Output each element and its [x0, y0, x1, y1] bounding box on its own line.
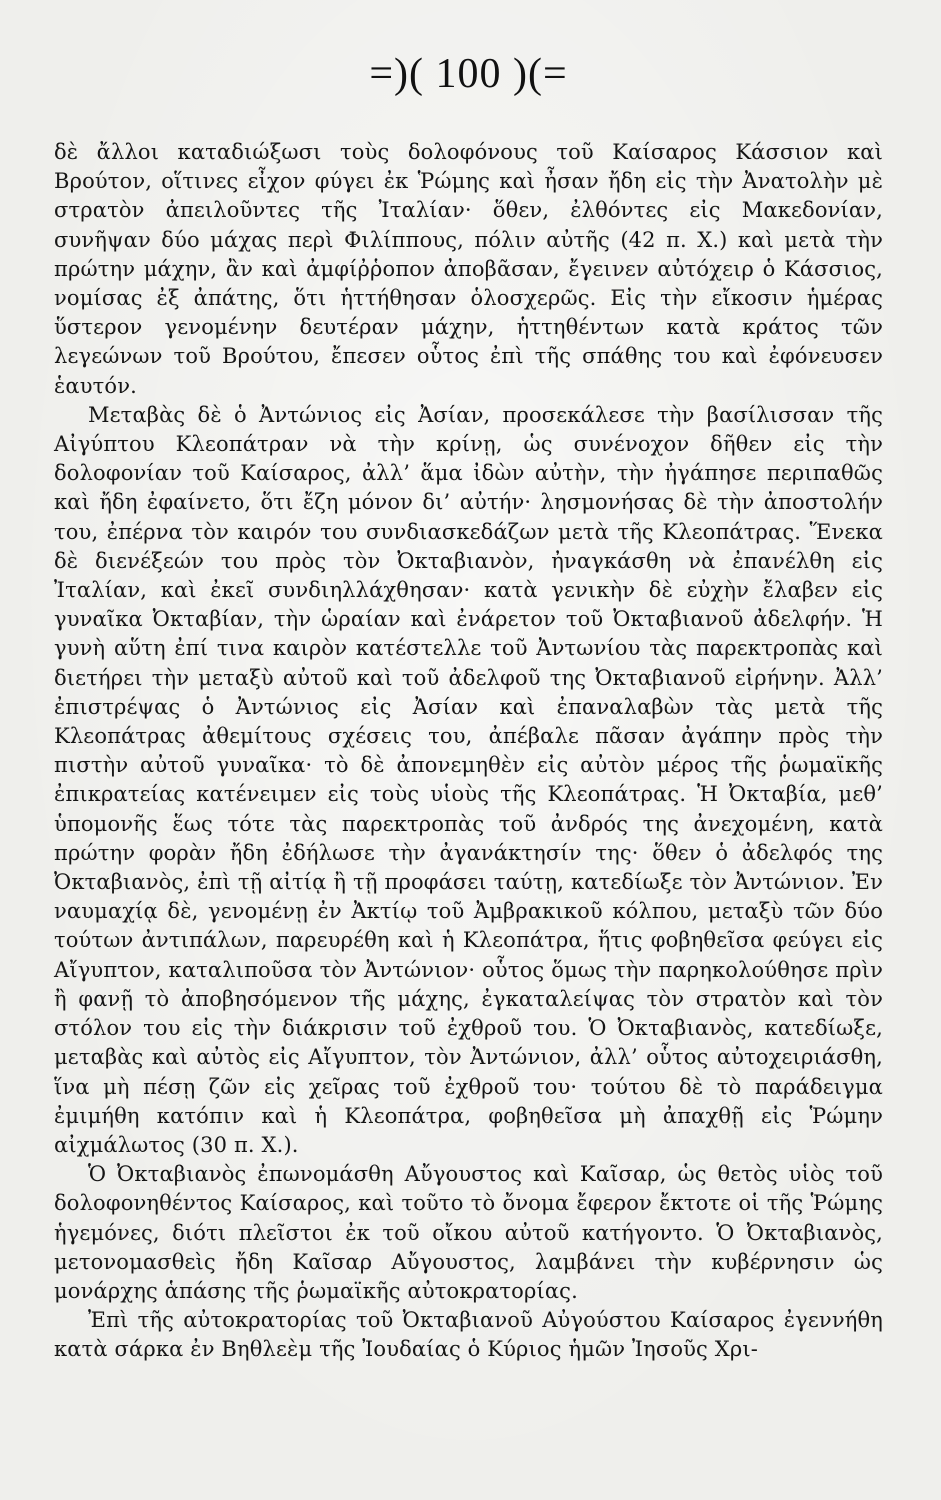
paragraph-2: Μεταβὰς δὲ ὁ Ἀντώνιος εἰς Ἀσίαν, προσεκάλεσε τὴν βασίλισσαν τῆς Αἰγύπτου Κλεοπάτραν νὰ τὴν κρίνῃ, ὡς συνένοχον δῆθεν εἰς τὴν δολοφονίαν τοῦ Καίσαρος, ἀλλ’ ἅμα ἰδὼν αὐτὴν, τὴν ἠγάπησε περιπαθῶς καὶ ἤδη ἐφαίνετο, ὅτι ἔζη μόνον δι’ αὐτήν· λησμονήσας δὲ τὴν ἀποστολήν του, ἐπέρνα τὸν καιρόν του συνδιασκεδάζων μετὰ τῆς Κλεοπάτρας. Ἕνεκα δὲ διενέξεών του πρὸς τὸν Ὀκταβιανὸν, ἠναγκάσθη νὰ ἐπανέλθη εἰς Ἰταλίαν, καὶ ἐκεῖ συνδιηλλάχθησαν· κατὰ γενικὴν δὲ εὐχὴν ἔλαβεν εἰς γυναῖκα Ὀκταβίαν, τὴν ὡραίαν καὶ ἐνάρετον τοῦ Ὀκταβιανοῦ ἀδελφήν. Ἡ γυνὴ αὕτη ἐπί τινα καιρὸν κατέστελλε τοῦ Ἀντωνίου τὰς παρεκτροπὰς καὶ διετήρει τὴν μεταξὺ αὐτοῦ καὶ τοῦ ἀδελφοῦ της Ὀκταβιανοῦ εἰρήνην. Ἀλλ’ ἐπιστρέψας ὁ Ἀντώνιος εἰς Ἀσίαν καὶ ἐπαναλαβὼν τὰς μετὰ τῆς Κλεοπάτρας ἀθεμίτους σχέσεις του, ἀπέβαλε πᾶσαν ἀγάπην πρὸς τὴν πιστὴν αὐτοῦ γυναῖκα· τὸ δὲ ἀπονεμηθὲν εἰς αὐτὸν μέρος τῆς ῥωμαϊκῆς ἐπικρατείας κατένειμεν εἰς τοὺς υἱοὺς τῆς Κλεοπάτρας. Ἡ Ὀκταβία, μεθ’ ὑπομονῆς ἕως τότε τὰς παρεκτροπὰς τοῦ ἀνδρός της ἀνεχομένη, κατὰ πρώτην φορὰν ἤδη ἐδήλωσε τὴν ἀγανάκτησίν της· ὅθεν ὁ ἀδελφός της Ὀκταβιανὸς, ἐπὶ τῇ αἰτίᾳ ἢ τῇ προφάσει ταύτῃ, κατεδίωξε τὸν Ἀντώνιον. Ἐν ναυμαχίᾳ δὲ, γενομένῃ ἐν Ἀκτίῳ τοῦ Ἀμβρακικοῦ κόλπου, μεταξὺ τῶν δύο τούτων ἀντιπάλων, παρευρέθη καὶ ἡ Κλεοπάτρα, ἥτις φοβηθεῖσα φεύγει εἰς Αἴγυπτον, καταλιποῦσα τὸν Ἀντώνιον· οὗτος ὅμως τὴν παρηκολούθησε πρὶν ἢ φανῇ τὸ ἀποβησόμενον τῆς μάχης, ἐγκαταλείψας τὸν στρατὸν καὶ τὸν στόλον του εἰς τὴν διάκρισιν τοῦ ἐχθροῦ του. Ὁ Ὀκταβιανὸς, κατεδίωξε, μεταβὰς καὶ αὐτὸς εἰς Αἴγυπτον, τὸν Ἀντώνιον, ἀλλ’ οὗτος αὐτοχειριάσθη, ἵνα μὴ πέσῃ ζῶν εἰς χεῖρας τοῦ ἐχθροῦ του· τούτου δὲ τὸ παράδειγμα ἐμιμήθη κατόπιν καὶ ἡ Κλεοπάτρα, φοβηθεῖσα μὴ ἀπαχθῇ εἰς Ῥώμην αἰχμάλωτος (30 π. Χ.). — [54, 402, 883, 1157]
paragraph-3: Ὁ Ὀκταβιανὸς ἐπωνομάσθη Αὔγουστος καὶ Καῖσαρ, ὡς θετὸς υἱὸς τοῦ δολοφονηθέντος Καίσαρος, καὶ τοῦτο τὸ ὄνομα ἔφερον ἔκτοτε οἱ τῆς Ῥώμης ἡγεμόνες, διότι πλεῖστοι ἐκ τοῦ οἴκου αὐτοῦ κατήγοντο. Ὁ Ὀκταβιανὸς, μετονομασθεὶς ἤδη Καῖσαρ Αὔγουστος, λαμβάνει τὴν κυβέρνησιν ὡς μονάρχης ἁπάσης τῆς ῥωμαϊκῆς αὐτοκρατορίας. — [54, 1162, 883, 1303]
paragraph-1: δὲ ἄλλοι καταδιώξωσι τοὺς δολοφόνους τοῦ Καίσαρος Κάσσιον καὶ Βρούτον, οἵτινες εἶχον φύγει ἐκ Ῥώμης καὶ ἦσαν ἤδη εἰς τὴν Ἀνατολὴν μὲ στρατὸν ἀπειλοῦντες τῆς Ἰταλίαν· ὅθεν, ἐλθόντες εἰς Μακεδονίαν, συνῆψαν δύο μάχας περὶ Φιλίππους, πόλιν αὐτῆς (42 π. Χ.) καὶ μετὰ τὴν πρώτην μάχην, ἂν καὶ ἀμφίῤῥοπον ἀποβᾶσαν, ἔγεινεν αὐτόχειρ ὁ Κάσσιος, νομίσας ἐξ ἀπάτης, ὅτι ἡττήθησαν ὁλοσχερῶς. Εἰς τὴν εἴκοσιν ἡμέρας ὕστερον γενομένην δευτέραν μάχην, ἡττηθέντων κατὰ κράτος τῶν λεγεώνων τοῦ Βρούτου, ἔπεσεν οὗτος ἐπὶ τῆς σπάθης του καὶ ἐφόνευσεν ἑαυτόν. — [54, 140, 883, 398]
paragraph-4: Ἐπὶ τῆς αὐτοκρατορίας τοῦ Ὀκταβιανοῦ Αὐγούστου Καίσαρος ἐγεννήθη κατὰ σάρκα ἐν Βηθλεὲμ τῆς Ἰουδαίας ὁ Κύριος ἡμῶν Ἰησοῦς Χρι- — [54, 1308, 883, 1362]
page-header — [54, 44, 883, 104]
page-number: =)( 100 )(= — [369, 51, 568, 97]
body-text — [54, 138, 883, 1365]
